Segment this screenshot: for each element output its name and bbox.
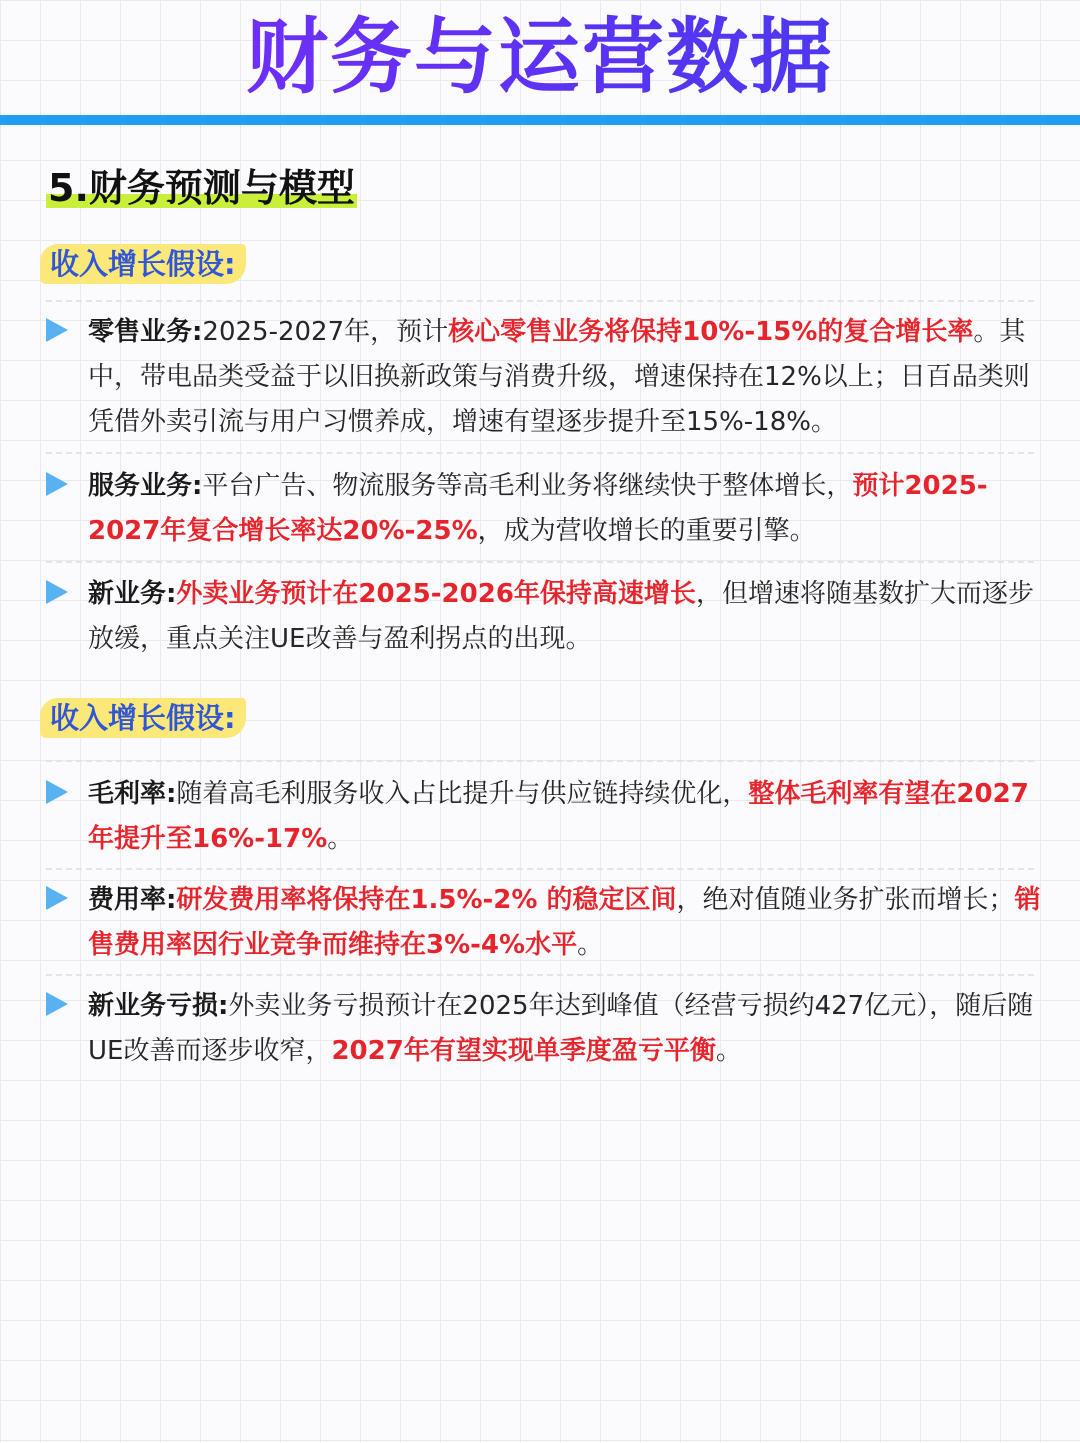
bullet-label: 费用率: (88, 885, 177, 915)
play-triangle-icon (46, 472, 68, 496)
play-triangle-icon (46, 992, 68, 1016)
divider (46, 452, 1034, 454)
highlight-text: 核心零售业务将保持10%-15%的复合增长率 (448, 317, 974, 347)
bullet-label: 新业务: (88, 579, 177, 609)
divider (46, 868, 1034, 870)
play-triangle-icon (46, 780, 68, 804)
bullet-text (88, 984, 1046, 1074)
bullet-body: ，绝对值随业务扩张而增长； (676, 885, 1015, 915)
bullet-body: 平台广告、物流服务等高毛利业务将继续快于整体增长， (202, 471, 853, 501)
bullet-label: 毛利率: (88, 779, 177, 809)
highlight-text: 外卖业务预计在2025-2026年保持高速增长 (176, 579, 696, 609)
bullet-label: 零售业务: (88, 317, 203, 347)
page-title: 财务与运营数据 (0, 10, 1080, 106)
bullet-item-gross-margin (46, 772, 1046, 862)
assumption-tag: 收入增长假设: (40, 698, 246, 738)
bullet-body: 。 (577, 930, 604, 960)
bullet-item-new-business-loss (46, 984, 1046, 1074)
bullet-body: 2025-2027年，预计 (202, 317, 449, 347)
play-triangle-icon (46, 886, 68, 910)
bullet-text (88, 878, 1046, 968)
bullet-item-expense-ratio (46, 878, 1046, 968)
highlight-text: 销售费用率因行业竞争而维持在3%-4%水平 (88, 885, 1041, 960)
bullet-body: 。 (715, 1036, 742, 1066)
bullet-item-services (46, 464, 1046, 554)
bullet-body: 。其中，带电品类受益于以旧换新政策与消费升级，增速保持在12%以上；日百品类则凭借外卖引流与用户习惯养成，增速有望逐步提升至15%-18%。 (88, 317, 1030, 437)
divider (46, 974, 1034, 976)
bullet-body: ，但增速将随基数扩大而逐步放缓，重点关注UE改善与盈利拐点的出现。 (88, 579, 1034, 654)
divider (46, 300, 1034, 302)
bullet-item-new-business (46, 572, 1046, 662)
bullet-label: 服务业务: (88, 471, 203, 501)
play-triangle-icon (46, 580, 68, 604)
divider (46, 561, 1034, 563)
divider (46, 760, 1034, 762)
bullet-body: 外卖业务亏损预计在2025年达到峰值（经营亏损约427亿元），随后随UE改善而逐步收窄， (88, 991, 1034, 1066)
highlight-text: 预计2025-2027年复合增长率达20%-25% (88, 471, 988, 546)
play-triangle-icon (46, 318, 68, 342)
assumption-tag: 收入增长假设: (40, 244, 246, 284)
title-rule (0, 115, 1080, 125)
highlight-text: 研发费用率将保持在1.5%-2% 的稳定区间 (176, 885, 677, 915)
bullet-item-retail (46, 310, 1046, 445)
highlight-text: 整体毛利率有望在2027年提升至16%-17% (88, 779, 1029, 854)
bullet-text (88, 772, 1046, 862)
highlight-text: 2027年有望实现单季度盈亏平衡 (331, 1036, 716, 1066)
bullet-body: ，成为营收增长的重要引擎。 (477, 516, 816, 546)
bullet-text (88, 572, 1046, 662)
bullet-text (88, 310, 1046, 445)
section-heading: 5.财务预测与模型 (48, 166, 355, 210)
bullet-label: 新业务亏损: (88, 991, 229, 1021)
bullet-text (88, 464, 1046, 554)
bullet-body: 。 (327, 824, 354, 854)
bullet-body: 随着高毛利服务收入占比提升与供应链持续优化， (176, 779, 749, 809)
